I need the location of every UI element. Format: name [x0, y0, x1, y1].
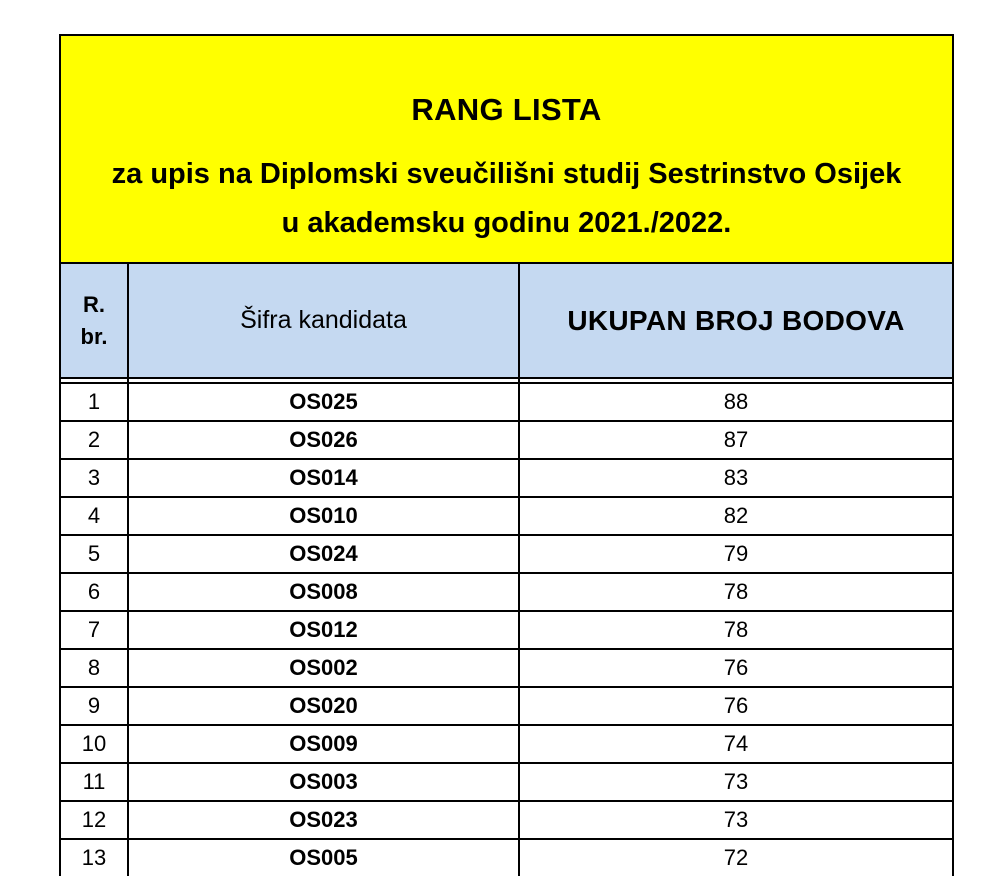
- header-rank: [61, 264, 128, 378]
- points-cell: 72: [519, 839, 952, 876]
- candidate-code-cell: OS014: [128, 459, 519, 497]
- points-cell: 74: [519, 725, 952, 763]
- rank-cell: 5: [61, 535, 128, 573]
- candidate-code-cell: OS024: [128, 535, 519, 573]
- candidate-code-cell: OS020: [128, 687, 519, 725]
- table-row: [61, 839, 952, 876]
- points-cell: 76: [519, 649, 952, 687]
- points-cell: 78: [519, 573, 952, 611]
- table-row: [61, 459, 952, 497]
- candidate-code-cell: OS026: [128, 421, 519, 459]
- rank-cell: 13: [61, 839, 128, 876]
- table-header: [61, 264, 952, 378]
- rank-cell: 4: [61, 497, 128, 535]
- table-row: [61, 763, 952, 801]
- candidate-code-cell: OS025: [128, 383, 519, 421]
- table-row: [61, 611, 952, 649]
- page-title: RANG LISTA: [411, 92, 602, 127]
- rank-cell: 7: [61, 611, 128, 649]
- ranking-sheet: [59, 34, 954, 876]
- candidate-code-cell: OS012: [128, 611, 519, 649]
- subtitle-study: za upis na Diplomski sveučilišni studij Sestrinstvo Osijek: [111, 158, 902, 190]
- rank-cell: 2: [61, 421, 128, 459]
- table-row: [61, 687, 952, 725]
- points-cell: 79: [519, 535, 952, 573]
- points-cell: 78: [519, 611, 952, 649]
- table-row: [61, 497, 952, 535]
- points-cell: 83: [519, 459, 952, 497]
- rank-cell: 8: [61, 649, 128, 687]
- table-row: [61, 535, 952, 573]
- rank-cell: 1: [61, 383, 128, 421]
- points-cell: 73: [519, 763, 952, 801]
- header-candidate-code: Šifra kandidata: [128, 264, 519, 378]
- candidate-code-cell: OS010: [128, 497, 519, 535]
- rank-cell: 10: [61, 725, 128, 763]
- header-rank-line2: br.: [80, 323, 108, 349]
- rank-cell: 6: [61, 573, 128, 611]
- rank-cell: 3: [61, 459, 128, 497]
- ranking-table: [61, 264, 952, 876]
- candidate-code-cell: OS002: [128, 649, 519, 687]
- header-rank-line1: R.: [83, 291, 105, 317]
- subtitle-year: u akademsku godinu 2021./2022.: [281, 207, 732, 239]
- candidate-code-cell: OS005: [128, 839, 519, 876]
- points-cell: 88: [519, 383, 952, 421]
- rank-cell: 12: [61, 801, 128, 839]
- rank-cell: 11: [61, 763, 128, 801]
- table-row: [61, 573, 952, 611]
- candidate-code-cell: OS008: [128, 573, 519, 611]
- header-total-points: UKUPAN BROJ BODOVA: [519, 264, 952, 378]
- points-cell: 73: [519, 801, 952, 839]
- table-body: [61, 383, 952, 876]
- points-cell: 87: [519, 421, 952, 459]
- table-row: [61, 383, 952, 421]
- points-cell: 76: [519, 687, 952, 725]
- candidate-code-cell: OS009: [128, 725, 519, 763]
- candidate-code-cell: OS003: [128, 763, 519, 801]
- table-row: [61, 421, 952, 459]
- candidate-code-cell: OS023: [128, 801, 519, 839]
- title-banner: [61, 36, 952, 264]
- points-cell: 82: [519, 497, 952, 535]
- table-row: [61, 649, 952, 687]
- table-row: [61, 801, 952, 839]
- table-row: [61, 725, 952, 763]
- rank-cell: 9: [61, 687, 128, 725]
